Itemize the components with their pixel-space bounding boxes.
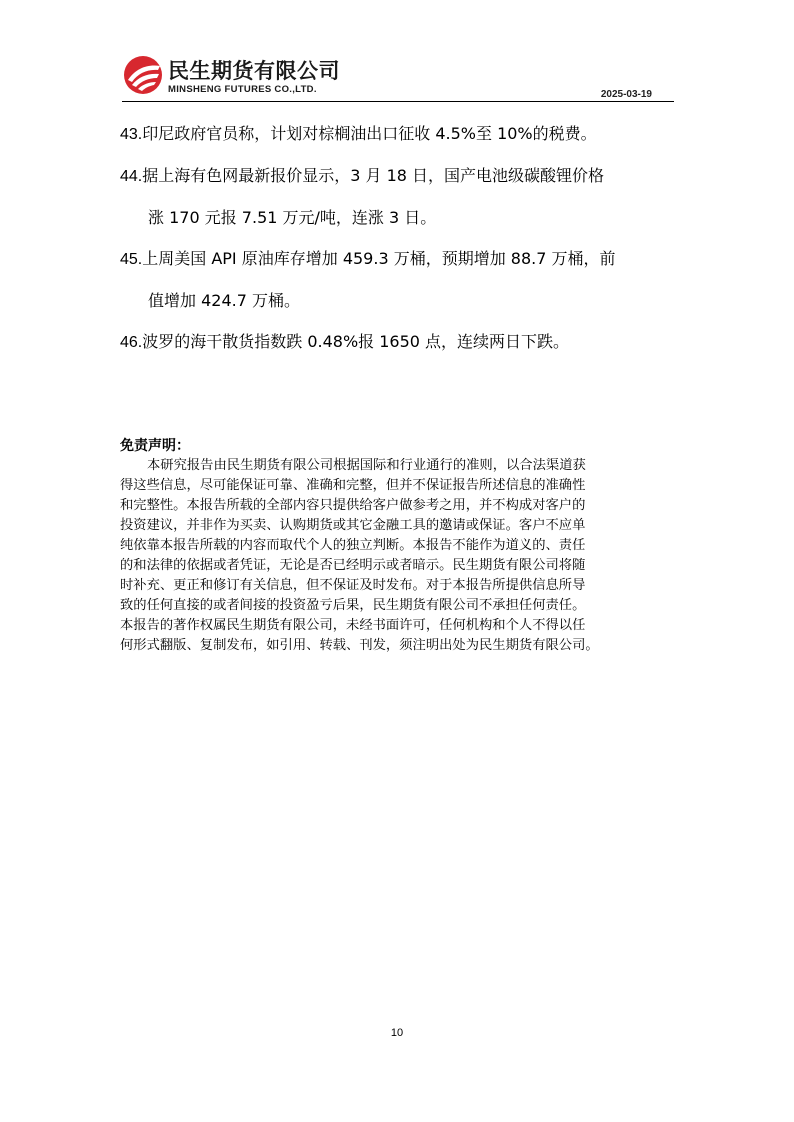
disclaimer-section <box>120 436 676 656</box>
news-number: 46. <box>120 334 143 351</box>
news-text: 据上海有色网最新报价显示，3 月 18 日，国产电池级碳酸锂价格 <box>142 166 605 185</box>
news-item <box>120 321 680 363</box>
news-item <box>120 238 680 321</box>
news-item <box>120 113 680 155</box>
disclaimer-body <box>120 456 676 656</box>
page-number: 10 <box>390 1027 404 1039</box>
company-name-en: MINSHENG FUTURES CO.,LTD. <box>168 84 317 95</box>
disclaimer-line: 时补充、更正和修订有关信息，但不保证及时发布。对于本报告所提供信息所导 <box>120 578 586 593</box>
news-line: 值增加 424.7 万桶。 <box>148 291 300 310</box>
disclaimer-line: 致的任何直接的或者间接的投资盈亏后果，民生期货有限公司不承担任何责任。 <box>120 598 586 613</box>
news-line <box>120 155 680 197</box>
company-name-cn: 民生期货有限公司 <box>168 59 340 83</box>
disclaimer-line: 投资建议，并非作为买卖、认购期货或其它金融工具的邀请或保证。客户不应单 <box>120 518 586 533</box>
news-number: 44. <box>120 168 143 185</box>
disclaimer-line: 何形式翻版、复制发布，如引用、转载、刊发，须注明出处为民生期货有限公司。 <box>120 638 599 653</box>
news-text: 上周美国 API 原油库存增加 459.3 万桶，预期增加 88.7 万桶，前 <box>142 249 616 268</box>
page-header <box>122 52 674 102</box>
disclaimer-line: 的和法律的依据或者凭证，无论是否已经明示或者暗示。民生期货有限公司将随 <box>120 558 586 573</box>
disclaimer-line: 本研究报告由民生期货有限公司根据国际和行业通行的准则，以合法渠道获 <box>147 458 586 473</box>
disclaimer-line: 和完整性。本报告所载的全部内容只提供给客户做参考之用，并不构成对客户的 <box>120 498 586 513</box>
minsheng-logo-icon <box>122 54 164 96</box>
news-line: 涨 170 元报 7.51 万元/吨，连涨 3 日。 <box>148 208 437 227</box>
news-line <box>120 321 680 363</box>
news-line <box>120 113 680 155</box>
header-divider <box>122 101 674 102</box>
news-line <box>120 238 680 280</box>
report-date: 2025-03-19 <box>600 89 652 100</box>
disclaimer-line: 纯依靠本报告所载的内容而取代个人的独立判断。本报告不能作为道义的、责任 <box>120 538 586 553</box>
disclaimer-title: 免责声明： <box>120 438 190 454</box>
disclaimer-line: 本报告的著作权属民生期货有限公司，未经书面许可，任何机构和个人不得以任 <box>120 618 586 633</box>
news-text: 波罗的海干散货指数跌 0.48%报 1650 点，连续两日下跌。 <box>142 332 570 351</box>
news-number: 45. <box>120 251 143 268</box>
disclaimer-line: 得这些信息，尽可能保证可靠、准确和完整，但并不保证报告所述信息的准确性 <box>120 478 586 493</box>
news-item <box>120 155 680 238</box>
news-number: 43. <box>120 126 143 143</box>
news-text: 印尼政府官员称，计划对棕榈油出口征收 4.5%至 10%的税费。 <box>142 124 597 143</box>
news-list <box>120 113 680 363</box>
